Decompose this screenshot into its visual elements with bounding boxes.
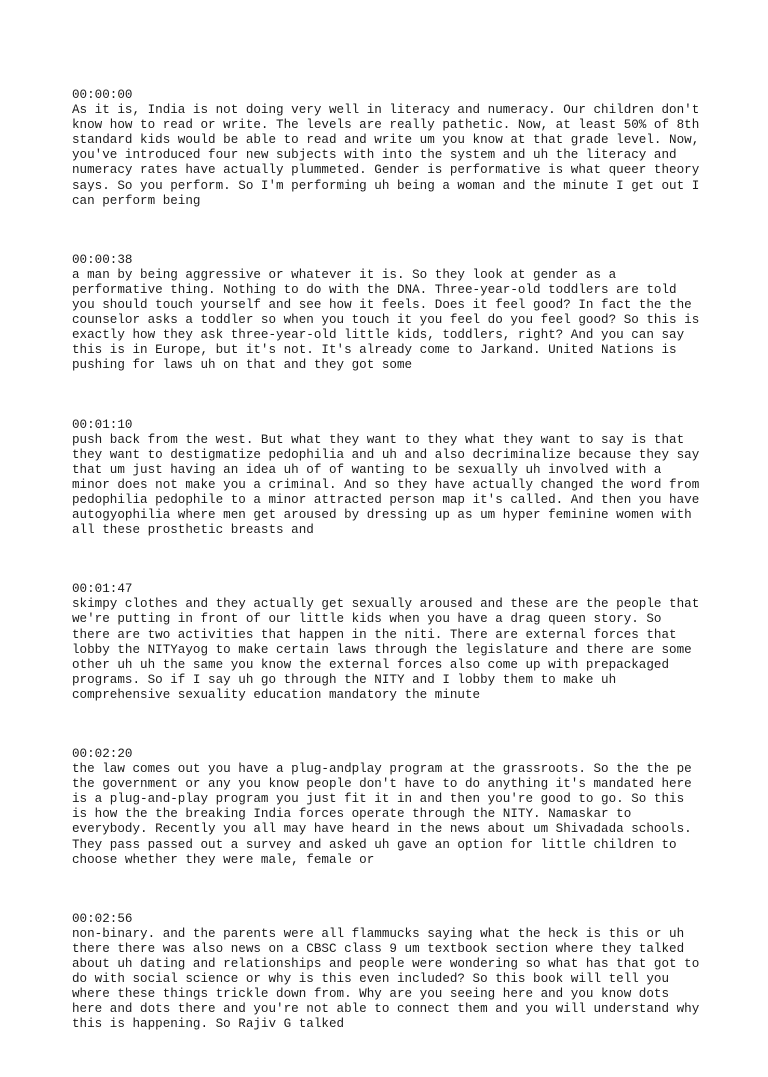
segment-timestamp: 00:00:38	[72, 252, 133, 267]
segment-line: here and dots there and you're not able to connect them and you will understand why	[72, 1002, 700, 1017]
segment-line: there are two activities that happen in the niti. There are external forces that	[72, 627, 677, 642]
segment-line: choose whether they were male, female or	[72, 852, 375, 867]
segment-line: As it is, India is not doing very well in literacy and numeracy. Our children don't	[72, 103, 700, 118]
transcript-segment	[72, 418, 712, 539]
segment-line: autogyophilia where men get aroused by dressing up as um hyper feminine women with	[72, 508, 692, 523]
segment-line: can perform being	[72, 193, 201, 208]
segment-line: we're putting in front of our little kids when you have a drag queen story. So	[72, 612, 662, 627]
segment-line: is how the the breaking India forces operate through the NITY. Namaskar to	[72, 807, 632, 822]
segment-line: do with social science or why is this even included? So this book will tell you	[72, 972, 670, 987]
segment-line: lobby the NITYayog to make certain laws through the legislature and there are some	[72, 642, 692, 657]
segment-line: pedophilia pedophile to a minor attracted person map it's called. And then you have	[72, 492, 700, 507]
segment-line: other uh uh the same you know the external forces also come up with prepackaged	[72, 657, 670, 672]
segment-line: comprehensive sexuality education mandatory the minute	[72, 687, 481, 702]
segment-line: performative thing. Nothing to do with the DNA. Three-year-old toddlers are told	[72, 282, 677, 297]
segment-line: standard kids would be able to read and write um you know at that grade level. Now,	[72, 133, 700, 148]
transcript-segment	[72, 912, 712, 1033]
segment-timestamp: 00:02:56	[72, 911, 133, 926]
transcript-segment	[72, 88, 712, 209]
segment-line: says. So you perform. So I'm performing uh being a woman and the minute I get out I	[72, 178, 700, 193]
segment-line: counselor asks a toddler so when you touch it you feel do you feel good? So this is	[72, 313, 700, 328]
segment-timestamp: 00:01:10	[72, 417, 133, 432]
segment-line: about uh dating and relationships and people were wondering so what has that got to	[72, 957, 700, 972]
segment-line: this is in Europe, but it's not. It's already come to Jarkand. United Nations is	[72, 343, 677, 358]
segment-line: the government or any you know people don't have to do anything it's mandated here	[72, 777, 692, 792]
segment-line: programs. So if I say uh go through the NITY and I lobby them to make uh	[72, 672, 617, 687]
segment-timestamp: 00:01:47	[72, 582, 133, 597]
segment-line: non-binary. and the parents were all flammucks saying what the heck is this or uh	[72, 926, 685, 941]
segment-line: there there was also news on a CBSC class 9 um textbook section where they talked	[72, 941, 685, 956]
segment-line: all these prosthetic breasts and	[72, 523, 314, 538]
transcript-segment	[72, 582, 712, 703]
transcript-page	[72, 88, 712, 1077]
segment-line: that um just having an idea uh of of wanting to be sexually uh involved with a	[72, 462, 662, 477]
segment-line: this is happening. So Rajiv G talked	[72, 1017, 345, 1032]
segment-line: They pass passed out a survey and asked uh gave an option for little children to	[72, 837, 677, 852]
segment-line: the law comes out you have a plug-andplay program at the grassroots. So the the pe	[72, 762, 692, 777]
segment-line: push back from the west. But what they want to they what they want to say is that	[72, 432, 685, 447]
segment-line: exactly how they ask three-year-old little kids, toddlers, right? And you can say	[72, 328, 685, 343]
segment-line: know how to read or write. The levels are really pathetic. Now, at least 50% of 8th	[72, 118, 700, 133]
transcript-segment	[72, 747, 712, 868]
segment-line: minor does not make you a criminal. And so they have actually changed the word from	[72, 477, 700, 492]
segment-line: numeracy rates have actually plummeted. Gender is performative is what queer theory	[72, 163, 700, 178]
segment-line: pushing for laws uh on that and they got some	[72, 358, 413, 373]
segment-line: you've introduced four new subjects with into the system and uh the literacy and	[72, 148, 677, 163]
segment-timestamp: 00:00:00	[72, 88, 133, 102]
segment-line: they want to destigmatize pedophilia and uh and also decriminalize because they say	[72, 447, 700, 462]
transcript-segment	[72, 253, 712, 374]
segment-line: where these things trickle down from. Why are you seeing here and you know dots	[72, 987, 670, 1002]
segment-line: is a plug-and-play program you just fit it in and then you're good to go. So this	[72, 792, 685, 807]
segment-line: a man by being aggressive or whatever it is. So they look at gender as a	[72, 267, 617, 282]
segment-line: skimpy clothes and they actually get sexually aroused and these are the people that	[72, 597, 700, 612]
segment-line: everybody. Recently you all may have heard in the news about um Shivadada schools.	[72, 822, 692, 837]
segment-timestamp: 00:02:20	[72, 747, 133, 761]
segment-line: you should touch yourself and see how it feels. Does it feel good? In fact the the	[72, 298, 692, 313]
